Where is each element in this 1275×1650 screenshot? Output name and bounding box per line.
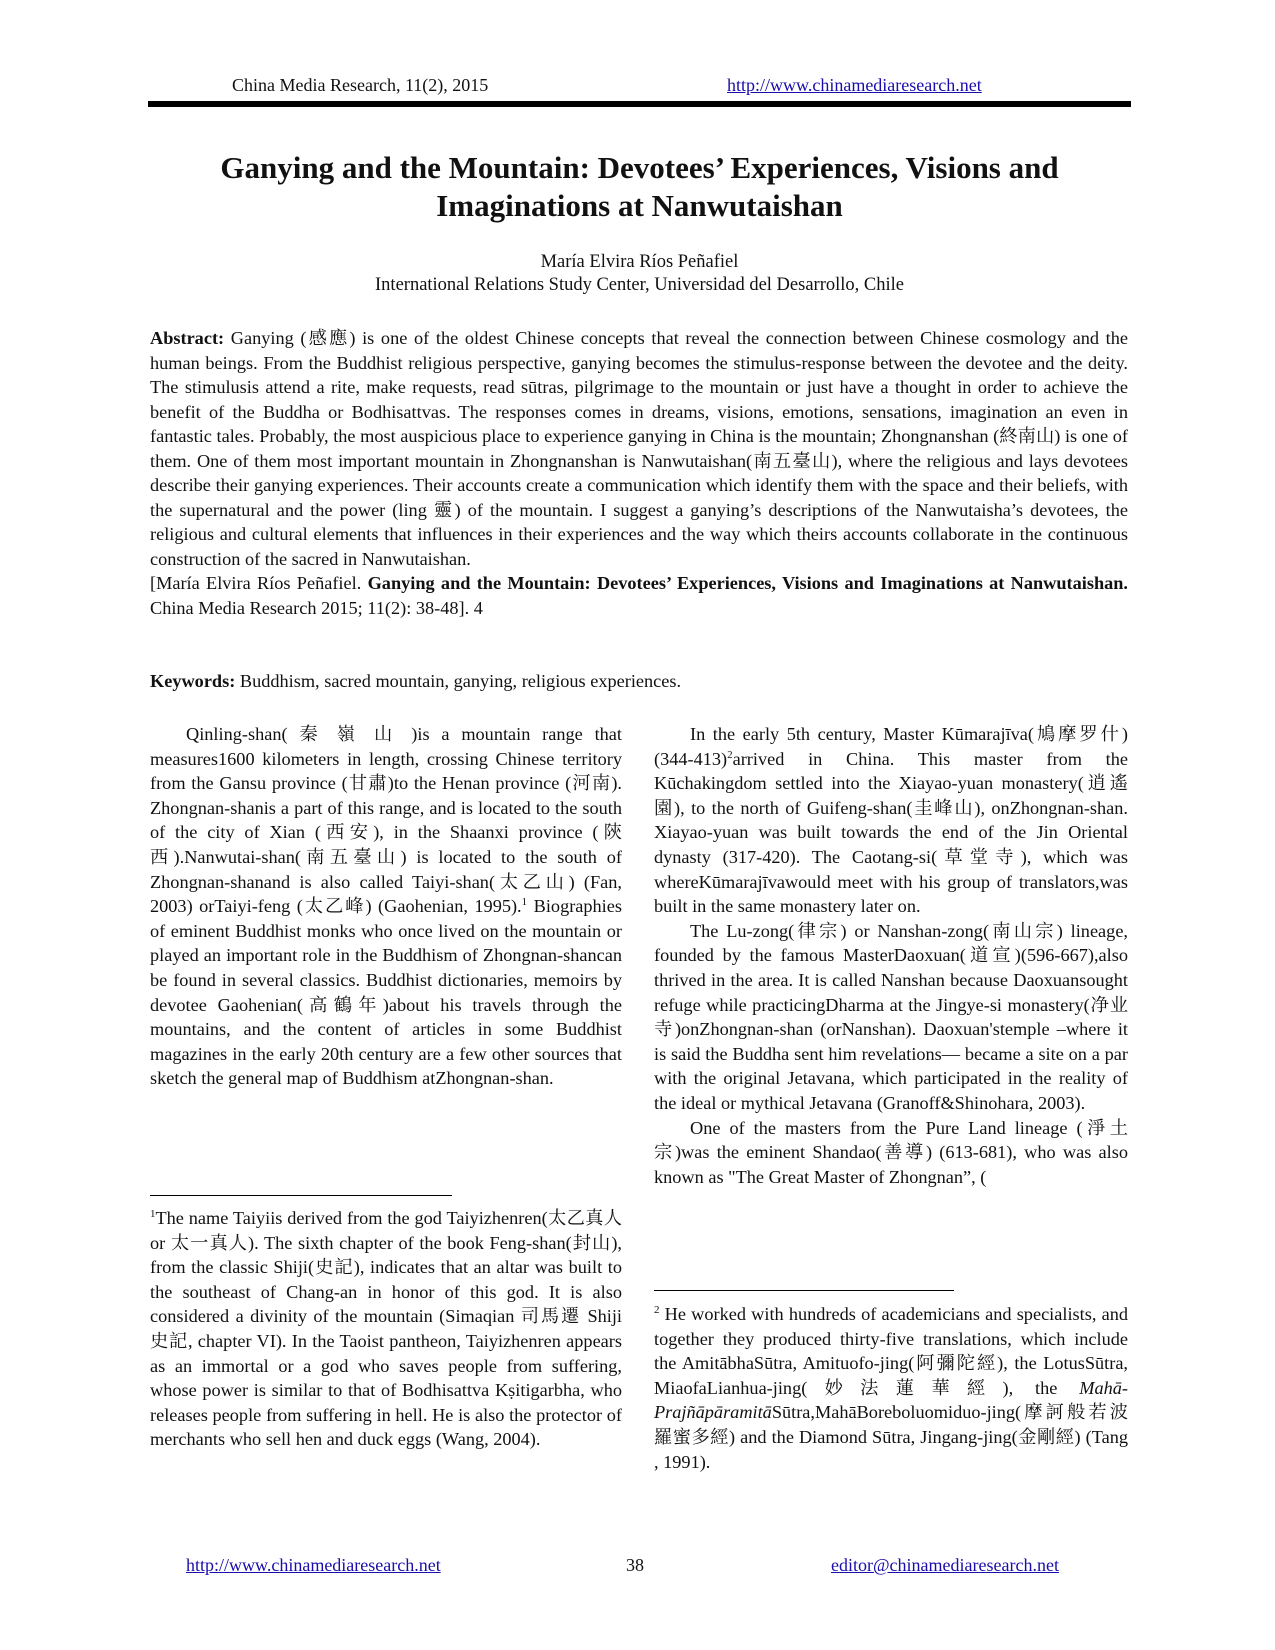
author-name: María Elvira Ríos Peñafiel: [540, 252, 739, 272]
abstract-text: Ganying (感應) is one of the oldest Chinese concepts that reveal the connection between Chinese cosmology and the human beings. From the Buddhist religious perspective, ganying becomes the stimulus-response between the devotee and the deity. The stimulusis attend a rite, make requests, read sūtras, pilgrimage to the mountain or just have a thought in order to achieve the benefit of the Buddha or Bodhisattvas. The responses comes in dreams, visions, emotions, sensations, imagination an even in fantastic tales. Probably, the most auspicious place to experience ganying in China is the mountain; Zhongnanshan (終南山) is one of them. One of them most important mountain in Zhongnanshan is Nanwutaishan(南五臺山), where the religious and lays devotees describe their ganying experiences. Their accounts create a communication which identify them with the space and their beliefs, with the supernatural and the power (ling 靈) of the mountain. I suggest a ganying’s descriptions of the Nanwutaisha’s devotees, the religious and cultural elements that influences in their experiences and the way which theirs accounts collaborate in the continuous construction of the sacred in Nanwutaishan.: [150, 328, 1128, 569]
footnote-2-italic: Mahā-Prajñāpāramitā: [654, 1377, 1128, 1423]
right-paragraph-1: [654, 722, 1128, 919]
footnote-2-text-a: He worked with hundreds of academicians and specialists, and together they produced thirty-five translations, which include the AmitābhaSūtra, Amituofo-jing(阿彌陀經), the LotusSūtra, MiaofaLianhua-jing(妙法蓮華經), the: [654, 1304, 1128, 1398]
header-rule: [148, 101, 1131, 107]
citation-open: [María Elvira Ríos Peñafiel.: [150, 573, 368, 593]
author-affiliation: International Relations Study Center, Universidad del Desarrollo, Chile: [375, 275, 904, 295]
citation-title: Ganying and the Mountain: Devotees’ Experiences, Visions and Imaginations at Nanwutaishan.: [367, 573, 1128, 593]
right-p1-tail: arrived in China. This master from the Kūchakingdom settled into the Xiayao-yuan monastery(逍遙園), to the north of Guifeng-shan(圭峰山), onZhongnan-shan. Xiayao-yuan was built towards the end of the Jin Oriental dynasty (317-420). The Caotang-si(草堂寺), which was whereKūmarajīvawould meet with his group of translators,was built in the same monastery later on.: [654, 748, 1128, 917]
keywords-text: Buddhism, sacred mountain, ganying, religious experiences.: [239, 671, 682, 691]
footnote-1: [150, 1206, 622, 1452]
abstract: [150, 326, 1128, 620]
paper-title: Ganying and the Mountain: Devotees’ Experiences, Visions and Imaginations at Nanwutaishan: [220, 150, 1059, 223]
footnote-rule-right: [654, 1290, 954, 1291]
left-paragraph-1: [150, 722, 622, 1091]
footnote-ref-1: 1: [521, 896, 528, 909]
footnote-1-text: The name Taiyiis derived from the god Taiyizhenren(太乙真人 or 太一真人). The sixth chapter of the book Feng-shan(封山), from the classic Shiji(史記), indicates that an altar was built to the southeast of Chang-an in honor of this god. It is also considered a divinity of the mountain (Simaqian 司馬遷 Shiji 史記, chapter VI). In the Taoist pantheon, Taiyizhenren appears as an immortal or a god who saves people from suffering, whose power is similar to that of Bodhisattva Kṣitigarbha, who releases people from suffering in hell. He is also the protector of merchants who sell hen and duck eggs (Wang, 2004).: [150, 1208, 622, 1450]
footer-url-link[interactable]: http://www.chinamediaresearch.net: [186, 1555, 441, 1575]
footnote-2-text-b: Sūtra,MahāBoreboluomiduo-jing(摩訶般若波羅蜜多經) and the Diamond Sūtra, Jingang-jing(金剛經) (Tang , 1991).: [654, 1402, 1128, 1472]
right-paragraph-3: One of the masters from the Pure Land lineage (淨土宗)was the eminent Shandao(善導) (613-681), who was also known as "The Great Master of Zhongnan”, (: [654, 1117, 1128, 1187]
journal-header: China Media Research, 11(2), 2015: [232, 75, 489, 95]
footnote-1-mark: 1: [150, 1207, 156, 1220]
right-p1-head: In the early 5th century, Master Kūmarajīva(鳩摩罗什) (344-413): [654, 724, 1128, 769]
footnote-2: [654, 1302, 1128, 1474]
left-column: [150, 722, 622, 1091]
footnote-rule-left: [150, 1195, 452, 1196]
citation-tail: China Media Research 2015; 11(2): 38-48]. 4: [150, 597, 483, 618]
left-p1-tail: Biographies of eminent Buddhist monks who once lived on the mountain or played an important role in the Buddhism of Zhongnan-shancan be found in several classics. Buddhist dictionaries, memoirs by devotee Gaohenian(高鶴年)about his travels through the mountains, and the content of articles in some Buddhist magazines in the early 20th century are a few other sources that sketch the general map of Buddhism atZhongnan-shan.: [150, 896, 622, 1089]
footnote-2-mark: 2: [654, 1303, 660, 1316]
header-url-link[interactable]: http://www.chinamediaresearch.net: [727, 75, 982, 95]
keywords-label: Keywords:: [150, 671, 236, 691]
footnote-ref-2: 2: [727, 748, 733, 761]
page-number: 38: [626, 1555, 644, 1575]
abstract-label: Abstract:: [150, 328, 225, 348]
keywords: [150, 671, 1128, 692]
right-paragraph-2: The Lu-zong(律宗) or Nanshan-zong(南山宗) lineage, founded by the famous MasterDaoxuan(道宣)(596-667),also thrived in the area. It is called Nanshan because Daoxuansought refuge while practicingDharma at the Jingye-si monastery(净业寺)onZhongnan-shan (orNanshan). Daoxuan'stemple –where it is said the Buddha sent him revelations— became a site on a par with the original Jetavana, which participated in the reality of the ideal or mythical Jetavana (Granoff&Shinohara, 2003).: [654, 920, 1128, 1113]
footer-email-link[interactable]: editor@chinamediaresearch.net: [831, 1555, 1059, 1575]
right-column: [654, 722, 1128, 1189]
left-p1-text: Qinling-shan( 秦 嶺 山 )is a mountain range that measures1600 kilometers in length, crossing Chinese territory from the Gansu province (甘肅)to the Henan province (河南). Zhongnan-shanis a part of this range, and is located to the south of the city of Xian (西安), in the Shaanxi province (陝西).Nanwutai-shan(南五臺山) is located to the south of Zhongnan-shanand is also called Taiyi-shan(太乙山) (Fan, 2003) orTaiyi-feng (太乙峰) (Gaohenian, 1995).: [150, 724, 622, 917]
